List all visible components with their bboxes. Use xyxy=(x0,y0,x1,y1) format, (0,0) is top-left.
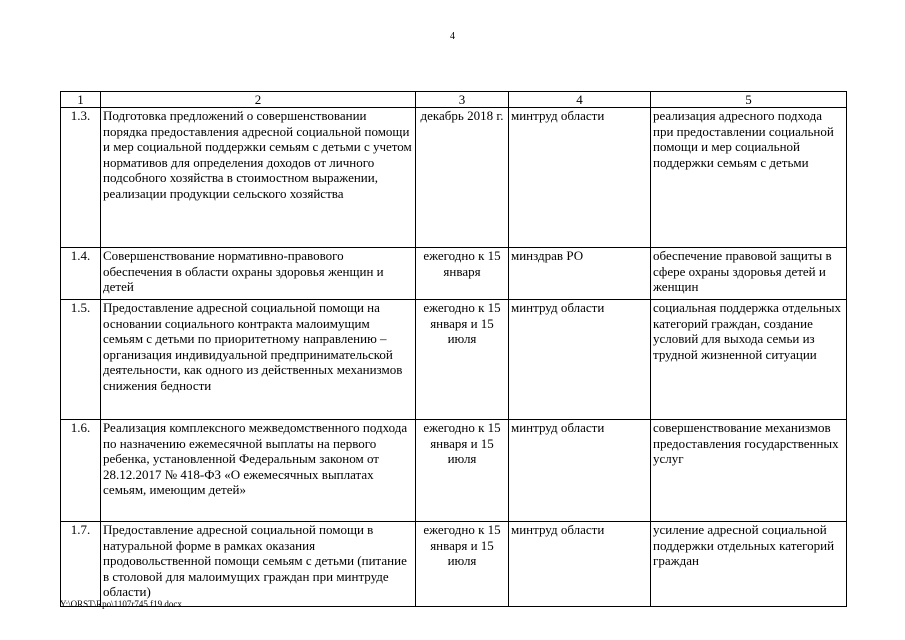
executor-cell: минтруд области xyxy=(509,522,651,607)
measure-cell: Предоставление адресной социальной помощи на основании социального контракта малоимущим семьям с детьми по приоритетному направлению – организация индивидуальной предпринимательской деятельности, как одного из действенных механизмов снижения бедности xyxy=(101,300,416,420)
measure-cell: Реализация комплексного межведомственного подхода по назначению ежемесячной выплаты на первого ребенка, установленной Федеральным законом от 28.12.2017 № 418-ФЗ «О ежемесячных выплатах семьям, имеющим детей» xyxy=(101,420,416,522)
table-row xyxy=(61,300,847,420)
deadline-cell: ежегодно к 15 января и 15 июля xyxy=(416,420,509,522)
table-header-row xyxy=(61,92,847,108)
header-col-4: 4 xyxy=(509,92,651,108)
measure-cell: Совершенствование нормативно-правового обеспечения в области охраны здоровья женщин и детей xyxy=(101,248,416,300)
row-number: 1.4. xyxy=(61,248,101,300)
result-cell: обеспечение правовой защиты в сфере охраны здоровья детей и женщин xyxy=(651,248,847,300)
row-number: 1.6. xyxy=(61,420,101,522)
header-col-1: 1 xyxy=(61,92,101,108)
executor-cell: минздрав РО xyxy=(509,248,651,300)
header-col-2: 2 xyxy=(101,92,416,108)
measure-cell: Предоставление адресной социальной помощи в натуральной форме в рамках оказания продовольственной помощи семьям с детьми (питание в столовой для малоимущих граждан при минтруде области) xyxy=(101,522,416,607)
result-cell: совершенствование механизмов предоставления государственных услуг xyxy=(651,420,847,522)
table-row xyxy=(61,108,847,248)
activities-table xyxy=(60,91,847,607)
deadline-cell: ежегодно к 15 января и 15 июля xyxy=(416,522,509,607)
deadline-cell: ежегодно к 15 января и 15 июля xyxy=(416,300,509,420)
row-number: 1.3. xyxy=(61,108,101,248)
deadline-cell: ежегодно к 15 января xyxy=(416,248,509,300)
table-row xyxy=(61,420,847,522)
page-number: 4 xyxy=(450,31,455,42)
executor-cell: минтруд области xyxy=(509,108,651,248)
row-number: 1.5. xyxy=(61,300,101,420)
footer-file-path: Y:\ORST\Rpo\1107r745.f19.docx xyxy=(60,599,182,609)
executor-cell: минтруд области xyxy=(509,420,651,522)
deadline-cell: декабрь 2018 г. xyxy=(416,108,509,248)
result-cell: социальная поддержка отдельных категорий граждан, создание условий для выхода семьи из трудной жизненной ситуации xyxy=(651,300,847,420)
result-cell: усиление адресной социальной поддержки отдельных категорий граждан xyxy=(651,522,847,607)
header-col-5: 5 xyxy=(651,92,847,108)
result-cell: реализация адресного подхода при предоставлении социальной помощи и мер социальной поддержки семьям с детьми xyxy=(651,108,847,248)
header-col-3: 3 xyxy=(416,92,509,108)
measure-cell: Подготовка предложений о совершенствовании порядка предоставления адресной социальной помощи и мер социальной поддержки семьям с детьми с учетом нормативов для определения доходов от личного подсобного хозяйства в стоимостном выражении, реализации продукции сельского хозяйства xyxy=(101,108,416,248)
table-row xyxy=(61,522,847,607)
executor-cell: минтруд области xyxy=(509,300,651,420)
table-row xyxy=(61,248,847,300)
row-number: 1.7. xyxy=(61,522,101,607)
